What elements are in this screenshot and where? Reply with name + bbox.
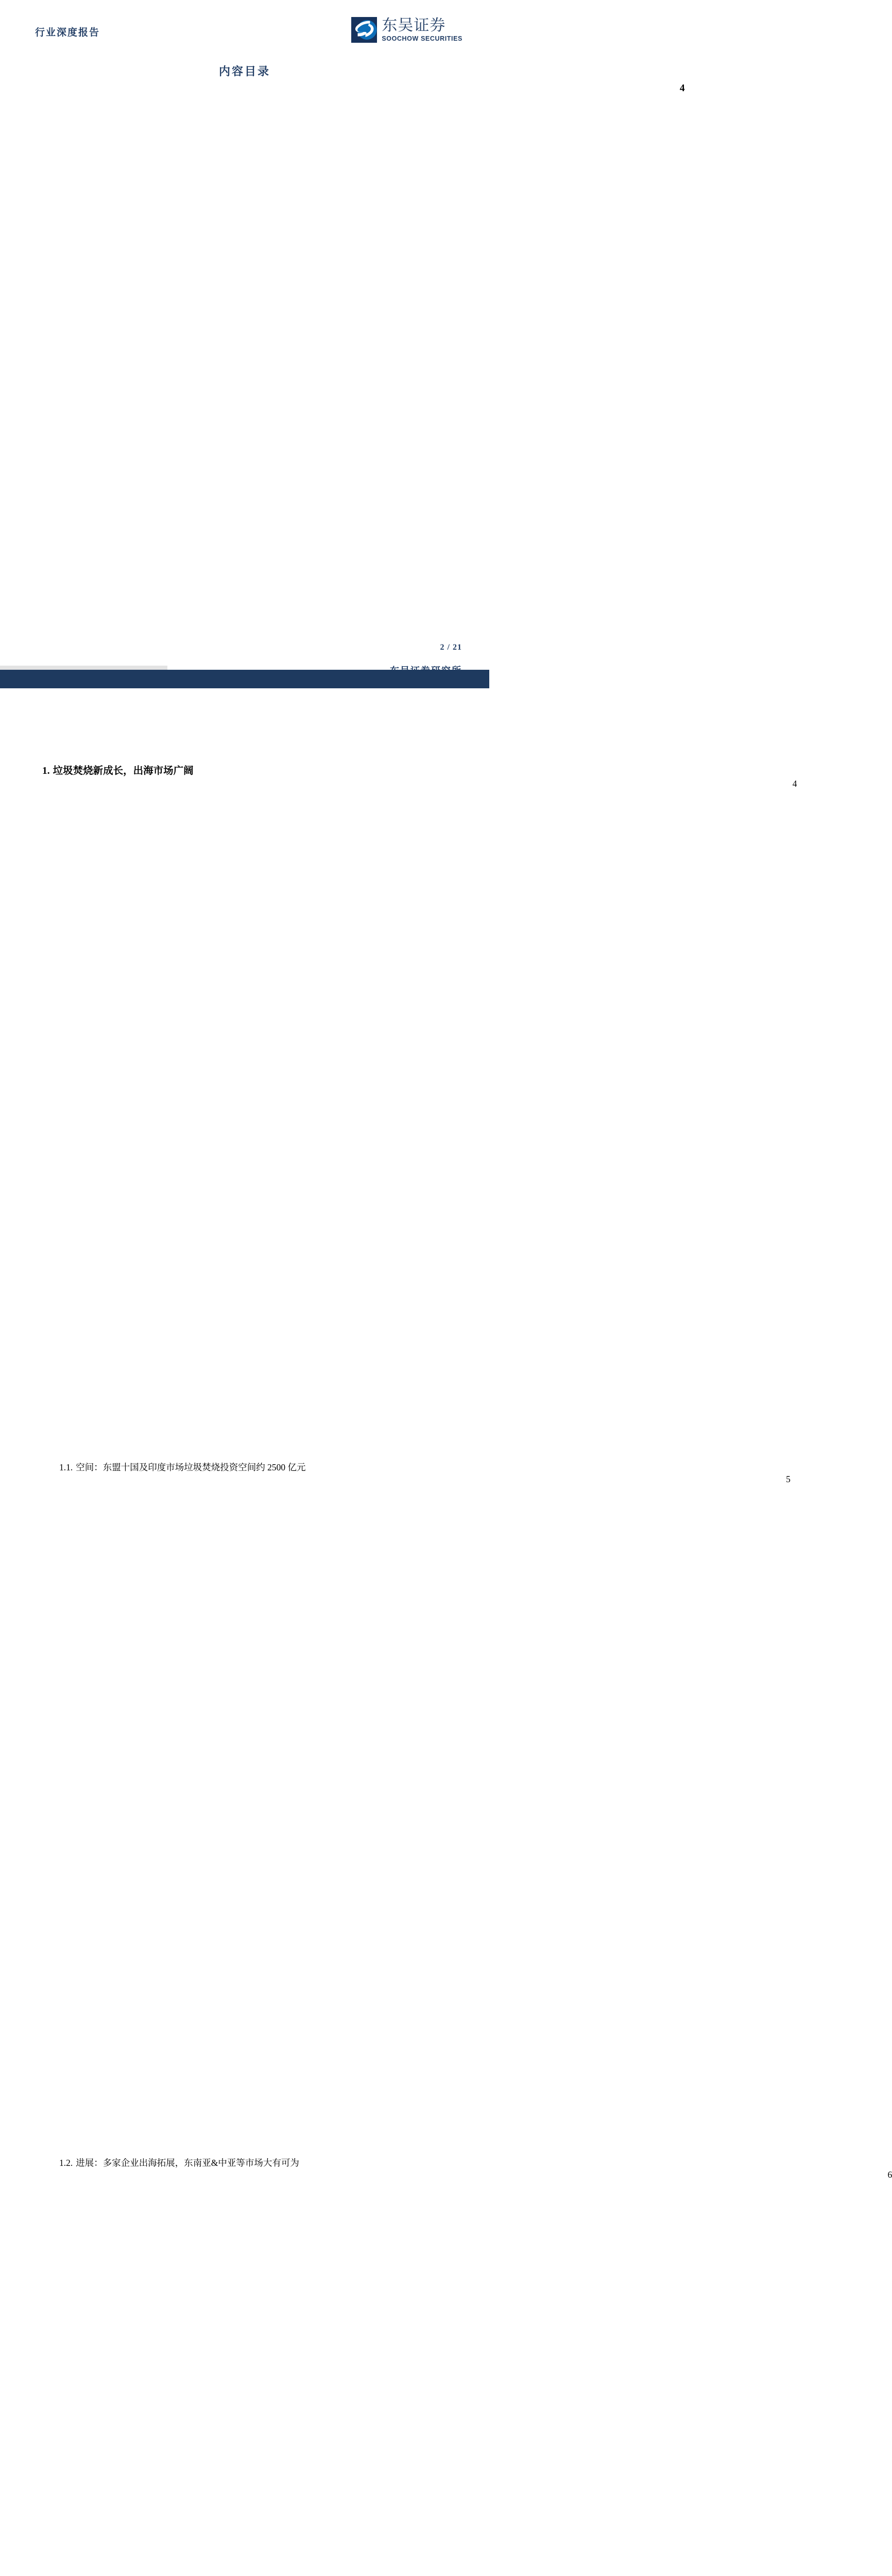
toc-title: 内容目录 [218, 65, 270, 78]
toc-entry-level2[interactable] [42, 2170, 892, 2576]
toc-entry-label: 进展：多家企业出海拓展，东南亚&中亚等市场大有可为 [76, 2157, 299, 2168]
footer-bar [0, 670, 489, 688]
toc-entry-page: 4 [792, 778, 797, 789]
toc-entry-number: 1. [42, 765, 50, 776]
toc-entry-number: 1.2. [59, 2157, 73, 2168]
logo-text-block [382, 18, 462, 42]
toc-entry-label: 空间：东盟十国及印度市场垃圾焚烧投资空间约 2500 亿元 [76, 1462, 306, 1472]
toc-entry-page: 6 [887, 2170, 892, 2180]
logo-english-name: SOOCHOW SECURITIES [382, 35, 462, 42]
toc-entry-page: 4 [679, 83, 685, 94]
toc-entry-label: 垃圾焚烧新成长，出海市场广阔 [53, 765, 194, 776]
toc-entry-level2[interactable] [42, 778, 797, 1472]
soochow-swirl-logo-icon [351, 17, 377, 43]
page-number: 2 / 21 [440, 643, 462, 652]
logo-chinese-name: 东吴证券 [382, 16, 446, 34]
company-logo [351, 17, 462, 43]
report-type-label: 行业深度报告 [35, 27, 100, 38]
toc-entry-page: 5 [786, 1474, 791, 1484]
toc-entry-level2[interactable] [42, 1474, 791, 2168]
page-header [0, 0, 489, 56]
toc-entry-number: 1.1. [59, 1462, 73, 1472]
